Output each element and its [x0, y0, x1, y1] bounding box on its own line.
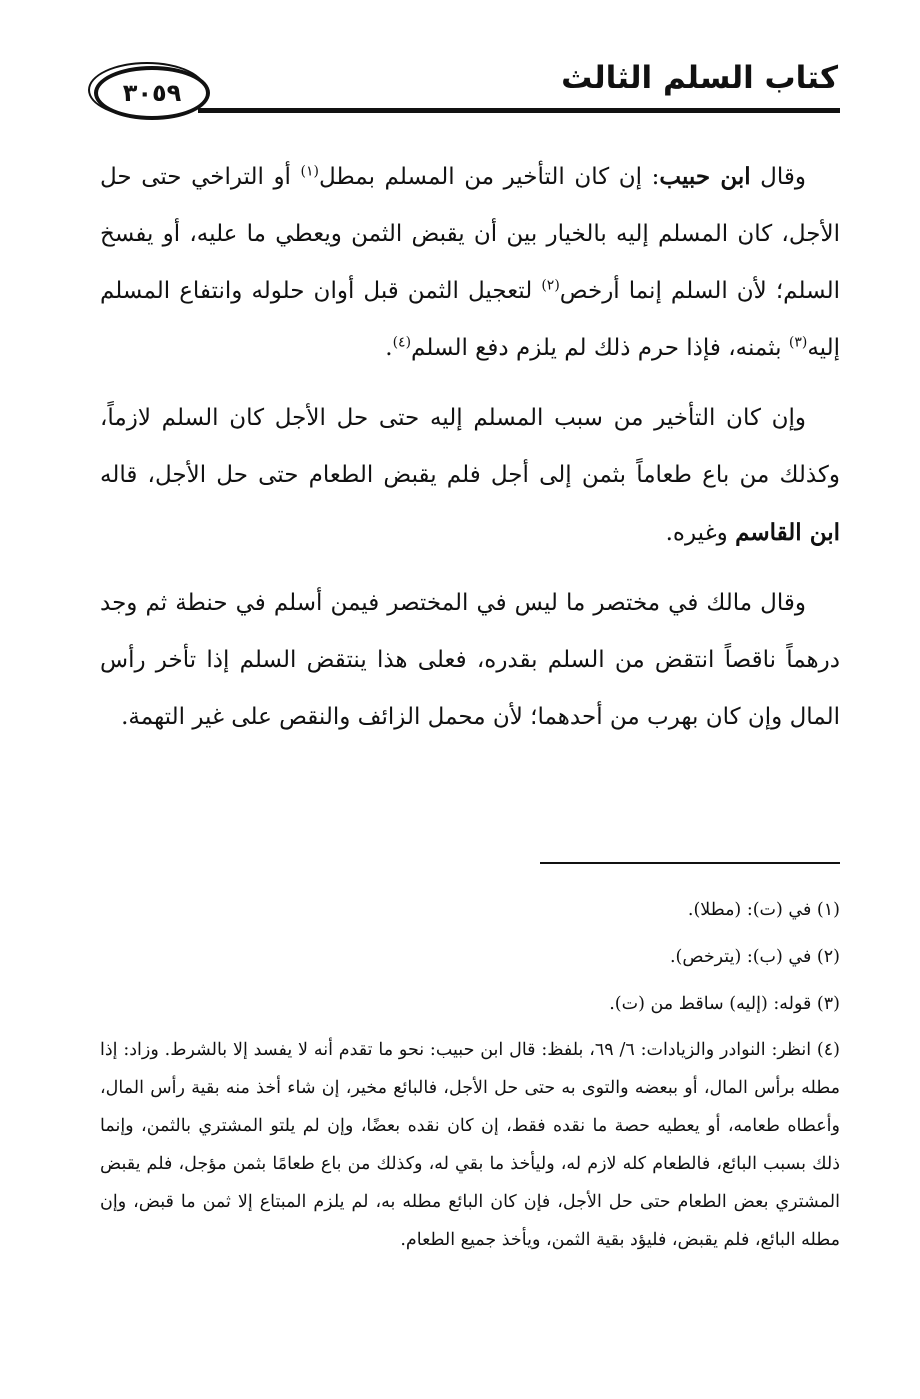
footnote-2: (٢) في (ب): (يترخص). [669, 947, 840, 967]
text-run: . [385, 335, 393, 361]
text-run: : إن كان التأخير من المسلم بمطل [318, 164, 660, 190]
author-name: ابن حبيب [659, 163, 751, 190]
paragraph-1 [100, 148, 840, 377]
header-rule [198, 108, 840, 113]
paragraph-2 [100, 390, 840, 562]
footnote-ref: (٤) [392, 334, 412, 351]
main-text [100, 148, 840, 759]
author-name: ابن القاسم [735, 519, 840, 546]
footnote-ref: (٢) [541, 277, 560, 294]
footnote-ref: (٣) [788, 334, 808, 351]
footnotes [100, 890, 840, 1266]
text-run: وإن كان التأخير من سبب المسلم إليه حتى حل الأجل كان السلم لازماً، وكذلك من باع طعاماً بثمن إلى أجل فلم يقبض الطعام حتى حل الأجل، قاله [100, 405, 840, 488]
footnote-4: (٤) انظر: النوادر والزيادات: ٦/ ٦٩، بلفظ: قال ابن حبيب: نحو ما تقدم أنه لا يفسد إلا بالشرط. وزاد: إذا مطله برأس المال، أو ببعضه والتوى به حتى حل الأجل، فالبائع مخير، إن شاء أخذ منه بقية رأس المال، وأعطاه طعامه، أو يعطيه حصة ما نقده فقط، إن كان نقده بعضًا، وإن لم يلتو المشتري بالثمن، وإنما ذلك بسبب البائع، فالطعام كله لازم له، وليأخذ ما بقي له، وكذلك من باع طعامًا بثمن مؤجل، فلم يقبض المشتري بعض الطعام حتى حل الأجل، فإن كان البائع مطله به، لم يلزم المبتاع إلا ثمن ما قبض، وإن مطله البائع، فلم يقبض، فليؤد بقية الثمن، ويأخذ جميع الطعام. [100, 1040, 840, 1250]
paragraph-3: وقال مالك في مختصر ما ليس في المختصر فيمن أسلم في حنطة ثم وجد درهماً ناقصاً انتقض من السلم بقدره، فعلى هذا ينتقض السلم إذا تأخر رأس المال وإن كان بهرب من أحدهما؛ لأن محمل الزائف والنقص على غير التهمة. [100, 590, 840, 730]
footnote-1: (١) في (ت): (مطلا). [687, 900, 840, 920]
text-run: أو التراخي حتى حل الأجل، كان المسلم إليه بالخيار بين أن يقبض الثمن ويعطي ما عليه، أو يفسخ السلم؛ لأن السلم إنما أرخص [100, 164, 841, 304]
text-run: لتعجيل الثمن قبل أوان حلوله وانتفاع المسلم إليه [100, 278, 840, 361]
text-run: وقال [750, 164, 807, 190]
page-number: ٣٠٥٩ [94, 66, 210, 120]
book-title: كتاب السلم الثالث [561, 60, 838, 96]
text-run: بثمنه، فإذا حرم ذلك لم يلزم دفع السلم [411, 335, 789, 361]
footnote-3: (٣) قوله: (إليه) ساقط من (ت). [609, 994, 840, 1014]
text-run: وغيره. [665, 520, 736, 546]
footnote-ref: (١) [300, 163, 319, 180]
footnote-separator [540, 862, 840, 864]
